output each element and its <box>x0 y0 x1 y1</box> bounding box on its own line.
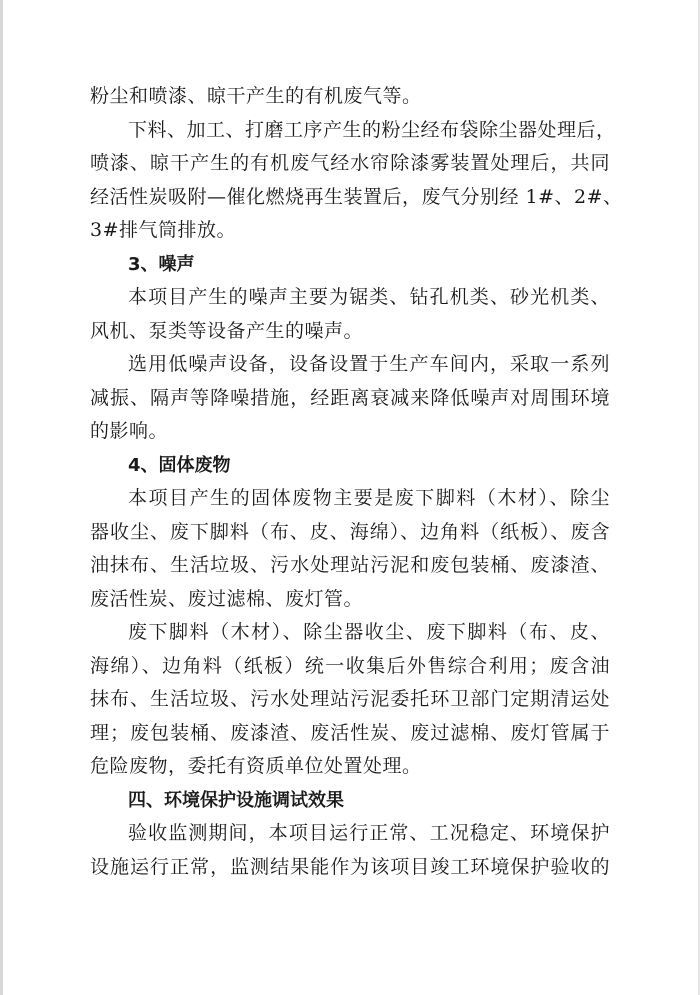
section-heading-solid-waste: 4、固体废物 <box>128 454 231 476</box>
text-line: 的影响。 <box>90 420 169 442</box>
text-line: 选用低噪声设备，设备设置于生产车间内，采取一系列 <box>128 353 610 375</box>
text-line: 验收监测期间，本项目运行正常、工况稳定、环境保护 <box>128 822 610 844</box>
page-edge-left <box>0 0 3 995</box>
text-line: 本项目产生的噪声主要为锯类、钻孔机类、砂光机类、 <box>128 286 610 308</box>
section-heading-commissioning: 四、环境保护设施调试效果 <box>128 789 344 811</box>
text-line: 废活性炭、废过滤棉、废灯管。 <box>90 587 364 610</box>
document-body <box>90 80 623 884</box>
text-line: 理；废包装桶、废漆渣、废活性炭、废过滤棉、废灯管属于 <box>90 721 610 744</box>
text-line: 减振、隔声等降噪措施，经距离衰减来降低噪声对周围环境 <box>90 386 610 409</box>
paragraph-continuation <box>90 80 610 114</box>
text-line: 废下脚料（木材）、除尘器收尘、废下脚料（布、皮、 <box>128 621 610 643</box>
paragraph-solid-waste-list <box>90 482 610 616</box>
paragraph-monitoring <box>90 817 610 884</box>
text-line: 3#排气筒排放。 <box>90 219 237 241</box>
text-line: 抹布、生活垃圾、污水处理站污泥委托环卫部门定期清运处 <box>90 688 610 710</box>
text-line: 器收尘、废下脚料（布、皮、海绵）、边角料（纸板）、废含 <box>90 520 610 543</box>
text-line: 危险废物，委托有资质单位处置处理。 <box>90 755 422 777</box>
text-line: 海绵）、边角料（纸板）统一收集后外售综合利用；废含油 <box>90 654 610 677</box>
paragraph-noise-measures <box>90 348 610 449</box>
paragraph-noise-sources <box>90 281 610 348</box>
text-line: 下料、加工、打磨工序产生的粉尘经布袋除尘器处理后， <box>128 118 616 141</box>
text-line: 风机、泵类等设备产生的噪声。 <box>90 319 364 342</box>
paragraph-solid-waste-disposal <box>90 616 610 784</box>
paragraph-waste-gas-treatment <box>90 114 623 248</box>
text-line: 经活性炭吸附—催化燃烧再生装置后，废气分别经 1#、2#、 <box>90 185 623 208</box>
section-heading-noise: 3、噪声 <box>128 253 195 275</box>
text-line: 设施运行正常，监测结果能作为该项目竣工环境保护验收的 <box>90 855 610 878</box>
text-line: 油抹布、生活垃圾、污水处理站污泥和废包装桶、废漆渣、 <box>90 554 610 576</box>
text-line: 喷漆、晾干产生的有机废气经水帘除漆雾装置处理后，共同 <box>90 152 610 174</box>
text-line: 粉尘和喷漆、晾干产生的有机废气等。 <box>90 85 422 107</box>
text-line: 本项目产生的固体废物主要是废下脚料（木材）、除尘 <box>128 487 610 509</box>
